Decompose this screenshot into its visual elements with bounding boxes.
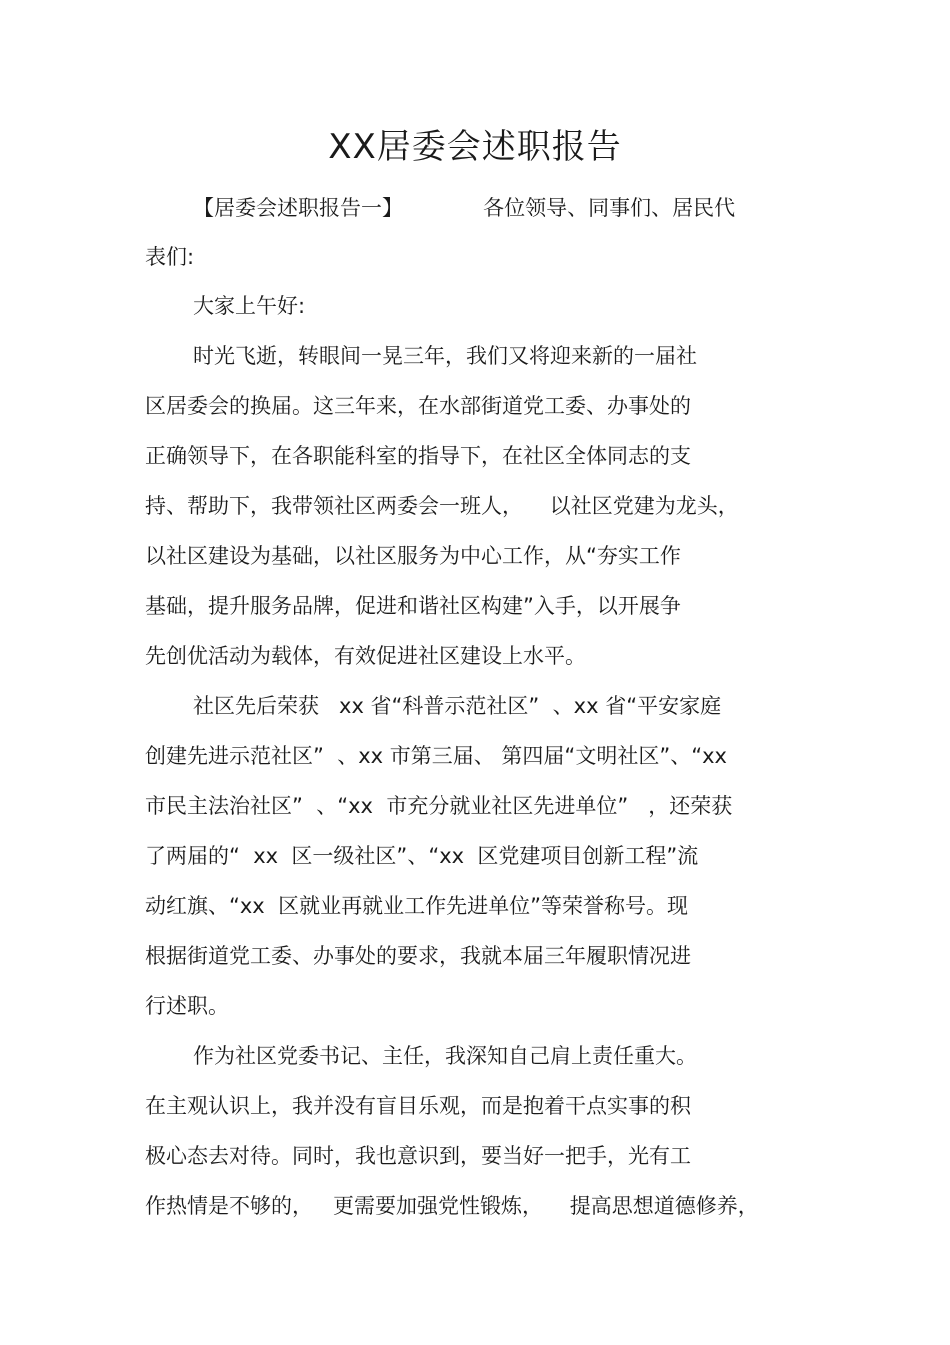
paragraph-line: 先创优活动为载体，有效促进社区建设上水平。	[145, 644, 586, 668]
document-title: XX居委会述职报告	[328, 127, 622, 167]
paragraph-line: 了两届的“ xx 区一级社区”、“xx 区党建项目创新工程”流	[145, 844, 699, 868]
paragraph-line: 创建先进示范社区” 、xx 市第三届、 第四届“文明社区”、“xx	[145, 744, 727, 768]
paragraph-line: 正确领导下，在各职能科室的指导下，在社区全体同志的支	[145, 444, 691, 468]
paragraph-line: 在主观认识上，我并没有盲目乐观，而是抱着干点实事的积	[145, 1094, 691, 1118]
paragraph-line: 社区先后荣获 xx 省“科普示范社区” 、xx 省“平安家庭	[193, 694, 722, 718]
paragraph-line: 【居委会述职报告一】 各位领导、同事们、居民代	[193, 196, 736, 220]
paragraph-line: 极心态去对待。同时，我也意识到，要当好一把手，光有工	[145, 1144, 691, 1168]
paragraph-line: 市民主法治社区” 、“xx 市充分就业社区先进单位” ，还荣获	[145, 794, 733, 818]
paragraph-line: 时光飞逝，转眼间一晃三年，我们又将迎来新的一届社	[193, 344, 697, 368]
paragraph-line: 动红旗、“xx 区就业再就业工作先进单位”等荣誉称号。现	[145, 894, 688, 918]
paragraph-line: 以社区建设为基础，以社区服务为中心工作，从“夯实工作	[145, 544, 681, 568]
paragraph-line: 根据街道党工委、办事处的要求，我就本届三年履职情况进	[145, 944, 691, 968]
paragraph-line: 作为社区党委书记、主任，我深知自己肩上责任重大。	[193, 1044, 697, 1068]
paragraph-line: 区居委会的换届。这三年来，在水部街道党工委、办事处的	[145, 394, 691, 418]
paragraph-line: 基础，提升服务品牌，促进和谐社区构建”入手，以开展争	[145, 594, 681, 618]
paragraph-line: 持、帮助下，我带领社区两委会一班人， 以社区党建为龙头，	[145, 494, 739, 518]
paragraph-line: 行述职。	[145, 994, 229, 1018]
paragraph-line: 作热情是不够的， 更需要加强党性锻炼， 提高思想道德修养，	[145, 1194, 759, 1218]
paragraph-line: 大家上午好:	[193, 294, 306, 318]
paragraph-line: 表们:	[145, 245, 195, 269]
